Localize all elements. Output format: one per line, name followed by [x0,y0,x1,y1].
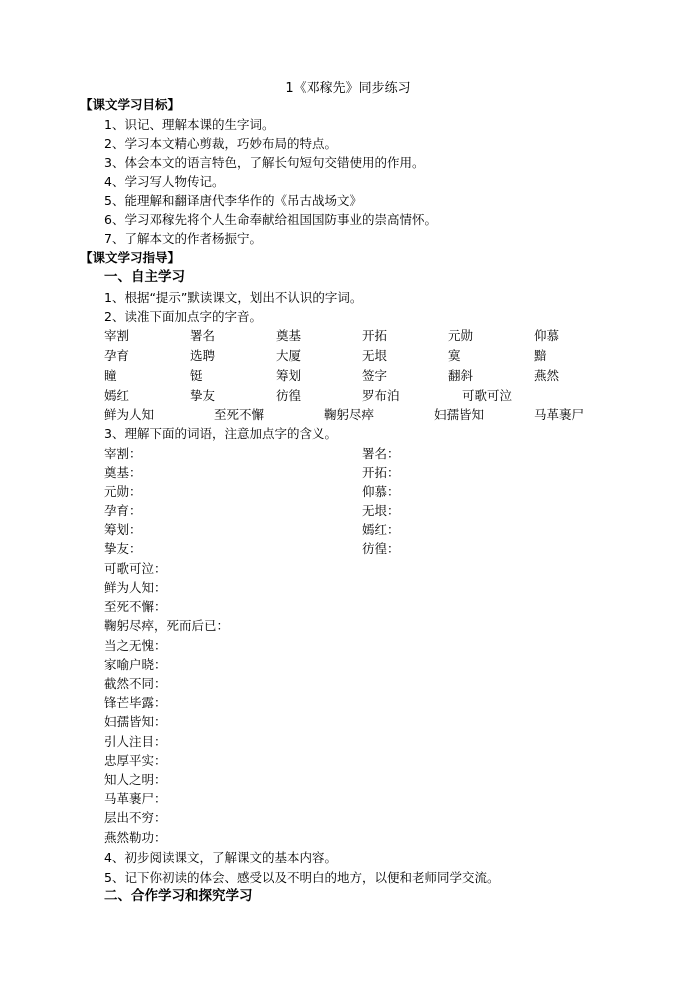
grid-word: 筹划 [276,368,302,383]
goal-item: 2、学习本文精心剪裁，巧妙布局的特点。 [104,136,337,151]
task-instruction: 5、记下你初读的体会、感受以及不明白的地方，以便和老师同学交流。 [104,870,500,885]
meaning-item: 孕育： [104,503,142,518]
grid-word: 选聘 [190,348,216,363]
grid-word: 马革裹尸 [534,407,585,422]
meaning-item: 燕然勒功： [104,830,167,845]
task-instruction: 1、根据“提示”默读课文，划出不认识的字词。 [104,290,363,305]
meaning-item: 筹划： [104,522,142,537]
goal-item: 3、体会本文的语言特色，了解长句短句交错使用的作用。 [104,155,425,170]
goal-item: 4、学习写人物传记。 [104,174,225,189]
meaning-item: 署名： [362,446,400,461]
task-instruction: 3、理解下面的词语，注意加点字的含义。 [104,426,337,441]
meaning-item: 锋芒毕露： [104,695,167,710]
meaning-item: 知人之明： [104,772,167,787]
task-instruction: 4、初步阅读课文，了解课文的基本内容。 [104,850,337,865]
grid-word: 可歌可泣 [462,388,513,403]
grid-word: 嫣红 [104,388,130,403]
grid-word: 宰割 [104,328,130,343]
grid-word: 孕育 [104,348,130,363]
meaning-item: 层出不穷： [104,810,167,825]
grid-word: 瞳 [104,368,117,383]
task-instruction: 2、读准下面加点字的字音。 [104,309,262,324]
grid-word: 大厦 [276,348,302,363]
meaning-item: 至死不懈： [104,599,167,614]
meaning-item: 可歌可泣： [104,561,167,576]
grid-word: 开拓 [362,328,388,343]
goal-item: 1、识记、理解本课的生字词。 [104,117,275,132]
document-title: 1《邓稼先》同步练习 [285,81,411,96]
section-heading-goals: 【课文学习目标】 [80,97,181,112]
meaning-item: 开拓： [362,465,400,480]
grid-word: 鞠躬尽瘁 [324,407,375,422]
grid-word: 仰慕 [534,328,560,343]
meaning-item: 鞠躬尽瘁，死而后已： [104,618,230,633]
meaning-item: 元勋： [104,484,142,499]
meaning-item: 宰割： [104,446,142,461]
part-heading-self-study: 一、自主学习 [104,269,185,285]
grid-word: 签字 [362,368,388,383]
grid-word: 无垠 [362,348,388,363]
meaning-item: 嫣红： [362,522,400,537]
goal-item: 7、了解本文的作者杨振宁。 [104,231,262,246]
meaning-item: 妇孺皆知： [104,714,167,729]
meaning-item: 挚友： [104,541,142,556]
section-heading-guidance: 【课文学习指导】 [80,250,181,265]
grid-word: 罗布泊 [362,388,400,403]
grid-word: 妇孺皆知 [434,407,485,422]
meaning-item: 引人注目： [104,734,167,749]
meaning-item: 截然不同： [104,676,167,691]
grid-word: 至死不懈 [214,407,265,422]
grid-word: 鲜为人知 [104,407,155,422]
meaning-item: 鲜为人知： [104,580,167,595]
grid-word: 铤 [190,368,203,383]
meaning-item: 马革裹尸： [104,791,167,806]
grid-word: 元勋 [448,328,474,343]
goal-item: 5、能理解和翻译唐代李华作的《吊古战场文》 [104,193,362,208]
grid-word: 彷徨 [276,388,302,403]
meaning-item: 无垠： [362,503,400,518]
grid-word: 奠基 [276,328,302,343]
meaning-item: 家喻户晓： [104,657,167,672]
meaning-item: 奠基： [104,465,142,480]
grid-word: 署名 [190,328,216,343]
grid-word: 黯 [534,348,547,363]
grid-word: 挚友 [190,388,216,403]
grid-word: 燕然 [534,368,560,383]
grid-word: 翻斜 [448,368,474,383]
goal-item: 6、学习邓稼先将个人生命奉献给祖国国防事业的崇高情怀。 [104,212,437,227]
part-heading-cooperative: 二、合作学习和探究学习 [104,888,253,904]
grid-word: 寞 [448,348,461,363]
meaning-item: 仰慕： [362,484,400,499]
meaning-item: 忠厚平实： [104,753,167,768]
meaning-item: 彷徨： [362,541,400,556]
meaning-item: 当之无愧： [104,638,167,653]
